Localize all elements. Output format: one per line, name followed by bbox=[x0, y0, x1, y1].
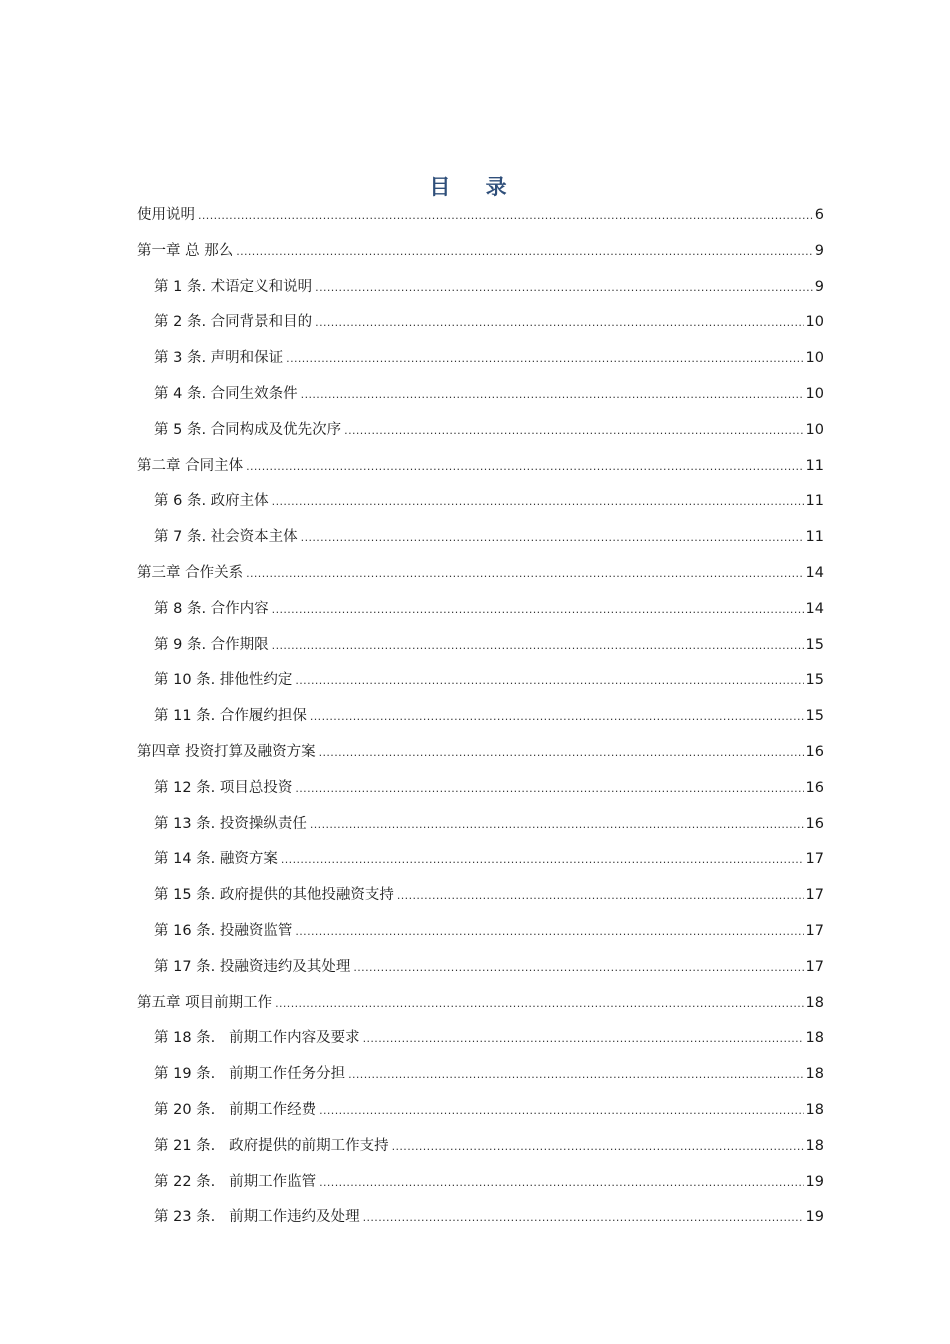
toc-title: 目 录 bbox=[429, 175, 521, 199]
toc-article-entry[interactable] bbox=[137, 919, 824, 955]
toc-entry-title: 第 6 条. 政府主体 bbox=[154, 493, 269, 510]
toc-dot-leader bbox=[295, 777, 803, 801]
toc-chapter-entry[interactable] bbox=[137, 239, 824, 275]
toc-article-entry[interactable] bbox=[137, 847, 824, 883]
toc-dot-leader bbox=[348, 1063, 803, 1087]
toc-page-number: 19 bbox=[805, 1209, 824, 1226]
toc-article-entry[interactable] bbox=[137, 275, 824, 311]
toc-page-number: 10 bbox=[805, 314, 824, 331]
toc-page-number: 18 bbox=[805, 1101, 824, 1118]
toc-article-entry[interactable] bbox=[137, 704, 824, 740]
toc-article-entry[interactable] bbox=[137, 1062, 824, 1098]
toc-page-number: 17 bbox=[805, 887, 824, 904]
toc-dot-leader bbox=[246, 562, 803, 586]
toc-entry-title: 第 10 条. 排他性约定 bbox=[154, 672, 293, 689]
toc-entry-title: 第 14 条. 融资方案 bbox=[154, 851, 278, 868]
toc-entry-title: 第 12 条. 项目总投资 bbox=[154, 779, 293, 796]
toc-entry-title: 第 15 条. 政府提供的其他投融资支持 bbox=[154, 887, 394, 904]
toc-entry-title: 第 19 条. 前期工作任务分担 bbox=[154, 1066, 346, 1083]
toc-page-number: 17 bbox=[805, 922, 824, 939]
toc-article-entry[interactable] bbox=[137, 955, 824, 991]
toc-dot-leader bbox=[301, 383, 804, 407]
toc-chapter-entry[interactable] bbox=[137, 561, 824, 597]
toc-page-number: 17 bbox=[805, 958, 824, 975]
toc-page-number: 14 bbox=[805, 564, 824, 581]
toc-article-entry[interactable] bbox=[137, 1098, 824, 1134]
toc-dot-leader bbox=[319, 741, 804, 765]
toc-page-number: 10 bbox=[805, 385, 824, 402]
toc-page-number: 18 bbox=[805, 1030, 824, 1047]
toc-dot-leader bbox=[363, 1206, 804, 1230]
toc-entry-title: 第 11 条. 合作履约担保 bbox=[154, 708, 307, 725]
toc-article-entry[interactable] bbox=[137, 668, 824, 704]
table-of-contents bbox=[137, 203, 824, 1241]
toc-page-number: 16 bbox=[805, 743, 824, 760]
toc-page-number: 18 bbox=[805, 1137, 824, 1154]
toc-dot-leader bbox=[353, 956, 803, 980]
toc-article-entry[interactable] bbox=[137, 812, 824, 848]
toc-article-entry[interactable] bbox=[137, 418, 824, 454]
toc-page-number: 9 bbox=[814, 242, 824, 259]
toc-article-entry[interactable] bbox=[137, 883, 824, 919]
toc-entry-title: 第 8 条. 合作内容 bbox=[154, 600, 269, 617]
toc-page-number: 15 bbox=[805, 708, 824, 725]
toc-dot-leader bbox=[301, 526, 804, 550]
toc-dot-leader bbox=[272, 598, 804, 622]
toc-entry-title: 第 4 条. 合同生效条件 bbox=[154, 385, 298, 402]
toc-chapter-entry[interactable] bbox=[137, 454, 824, 490]
toc-dot-leader bbox=[392, 1135, 804, 1159]
toc-dot-leader bbox=[397, 884, 804, 908]
toc-page-number: 11 bbox=[805, 493, 824, 510]
toc-page-number: 11 bbox=[805, 457, 824, 474]
toc-page-number: 19 bbox=[805, 1173, 824, 1190]
toc-entry-title: 第 13 条. 投资操纵责任 bbox=[154, 815, 307, 832]
toc-entry-title: 第 17 条. 投融资违约及其处理 bbox=[154, 958, 351, 975]
toc-chapter-entry[interactable] bbox=[137, 991, 824, 1027]
toc-page-number: 10 bbox=[805, 350, 824, 367]
toc-dot-leader bbox=[272, 634, 804, 658]
toc-entry-title: 第 5 条. 合同构成及优先次序 bbox=[154, 421, 342, 438]
toc-entry-title: 第 7 条. 社会资本主体 bbox=[154, 529, 298, 546]
toc-page-number: 17 bbox=[805, 851, 824, 868]
toc-dot-leader bbox=[310, 705, 804, 729]
toc-entry-title: 第 21 条. 政府提供的前期工作支持 bbox=[154, 1137, 389, 1154]
toc-entry-title: 第二章 合同主体 bbox=[137, 457, 244, 474]
toc-page-number: 11 bbox=[805, 529, 824, 546]
toc-page-number: 18 bbox=[805, 1066, 824, 1083]
toc-entry-title: 第 20 条. 前期工作经费 bbox=[154, 1101, 317, 1118]
toc-article-entry[interactable] bbox=[137, 776, 824, 812]
toc-article-entry[interactable] bbox=[137, 382, 824, 418]
toc-page-number: 9 bbox=[814, 278, 824, 295]
toc-dot-leader bbox=[319, 1171, 803, 1195]
toc-article-entry[interactable] bbox=[137, 1170, 824, 1206]
toc-dot-leader bbox=[295, 669, 803, 693]
toc-dot-leader bbox=[363, 1027, 804, 1051]
toc-entry-title: 第四章 投资打算及融资方案 bbox=[137, 743, 316, 760]
toc-dot-leader bbox=[272, 490, 804, 514]
toc-page-number: 15 bbox=[805, 636, 824, 653]
toc-entry-title: 第 16 条. 投融资监管 bbox=[154, 922, 293, 939]
toc-dot-leader bbox=[295, 920, 803, 944]
toc-dot-leader bbox=[236, 240, 813, 264]
toc-entry-title: 第三章 合作关系 bbox=[137, 564, 244, 581]
toc-entry-title: 第一章 总 那么 bbox=[137, 242, 234, 259]
toc-page-number: 16 bbox=[805, 815, 824, 832]
toc-entry-title: 第 2 条. 合同背景和目的 bbox=[154, 314, 313, 331]
toc-entry-title: 使用说明 bbox=[137, 207, 195, 223]
toc-dot-leader bbox=[198, 204, 813, 228]
toc-chapter-entry[interactable] bbox=[137, 203, 824, 239]
toc-dot-leader bbox=[286, 347, 803, 371]
toc-page-number: 16 bbox=[805, 779, 824, 796]
toc-dot-leader bbox=[315, 276, 813, 300]
toc-article-entry[interactable] bbox=[137, 1026, 824, 1062]
toc-article-entry[interactable] bbox=[137, 310, 824, 346]
toc-entry-title: 第五章 项目前期工作 bbox=[137, 994, 273, 1011]
toc-article-entry[interactable] bbox=[137, 346, 824, 382]
toc-page-number: 15 bbox=[805, 672, 824, 689]
toc-dot-leader bbox=[344, 419, 803, 443]
toc-dot-leader bbox=[275, 992, 803, 1016]
toc-dot-leader bbox=[319, 1099, 803, 1123]
toc-chapter-entry[interactable] bbox=[137, 740, 824, 776]
toc-entry-title: 第 3 条. 声明和保证 bbox=[154, 350, 284, 367]
toc-article-entry[interactable] bbox=[137, 633, 824, 669]
toc-page-number: 10 bbox=[805, 421, 824, 438]
toc-page-number: 6 bbox=[814, 207, 824, 223]
toc-entry-title: 第 18 条. 前期工作内容及要求 bbox=[154, 1030, 360, 1047]
toc-article-entry[interactable] bbox=[137, 525, 824, 561]
toc-dot-leader bbox=[281, 848, 804, 872]
toc-dot-leader bbox=[246, 455, 803, 479]
toc-dot-leader bbox=[315, 311, 803, 335]
toc-article-entry[interactable] bbox=[137, 1205, 824, 1241]
toc-article-entry[interactable] bbox=[137, 1134, 824, 1170]
toc-entry-title: 第 1 条. 术语定义和说明 bbox=[154, 278, 313, 295]
toc-entry-title: 第 22 条. 前期工作监管 bbox=[154, 1173, 317, 1190]
toc-article-entry[interactable] bbox=[137, 489, 824, 525]
toc-article-entry[interactable] bbox=[137, 597, 824, 633]
toc-entry-title: 第 23 条. 前期工作违约及处理 bbox=[154, 1209, 360, 1226]
toc-entry-title: 第 9 条. 合作期限 bbox=[154, 636, 269, 653]
toc-dot-leader bbox=[310, 813, 804, 837]
toc-page-number: 14 bbox=[805, 600, 824, 617]
toc-page-number: 18 bbox=[805, 994, 824, 1011]
